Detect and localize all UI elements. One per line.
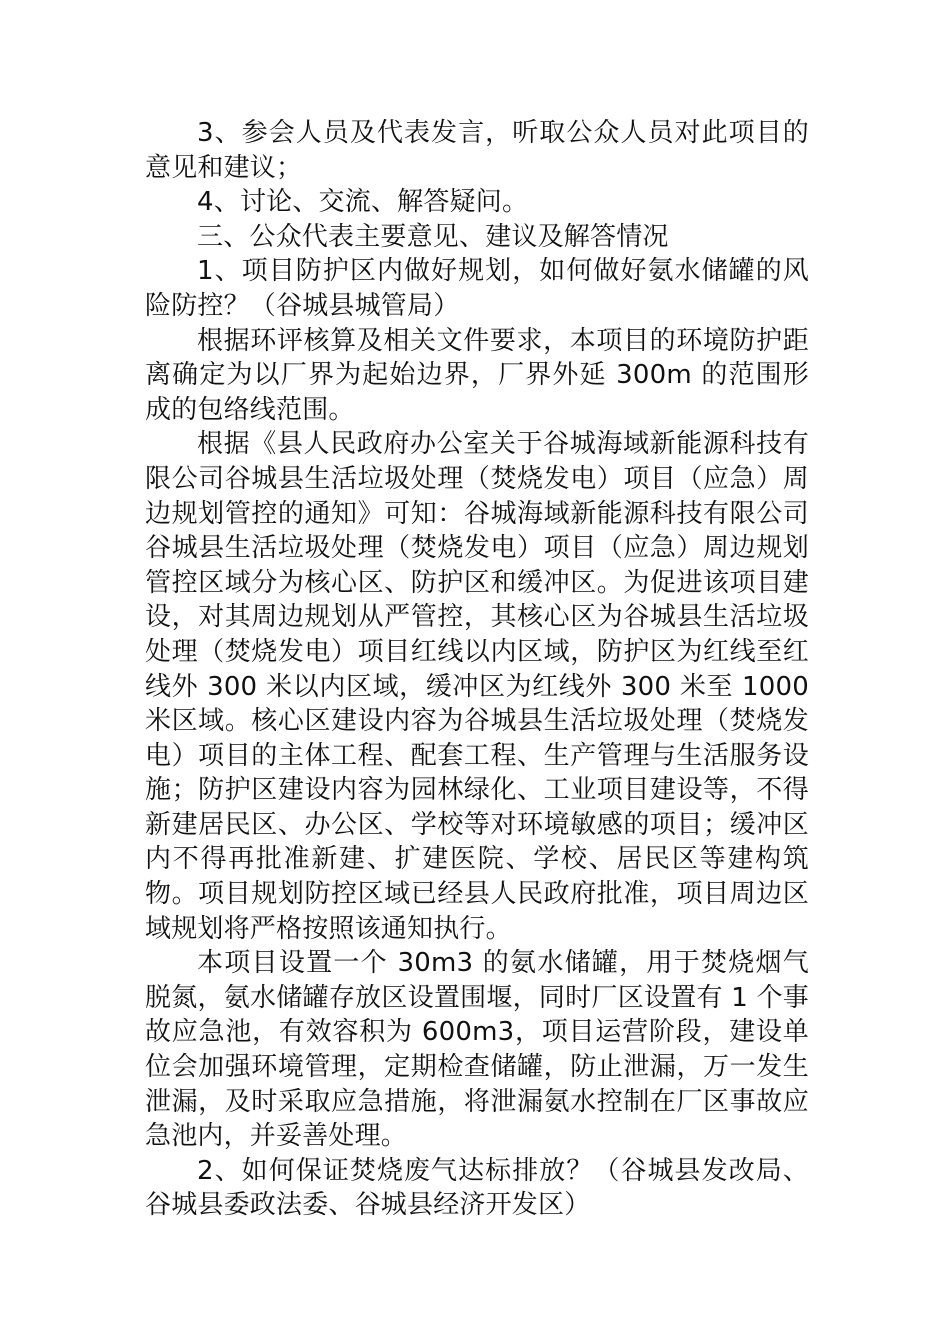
question-1: 1、项目防护区内做好规划，如何做好氨水储罐的风险防控？（谷城县城管局） bbox=[145, 256, 809, 321]
answer-planning-control: 根据《县人民政府办公室关于谷城海域新能源科技有限公司谷城县生活垃圾处理（焚烧发电）项目（应急）周边规划管控的通知》可知：谷城海域新能源科技有限公司谷城县生活垃圾处理（焚烧发电）项目（应急）周边规划管控区域分为核心区、防护区和缓冲区。为促进该项目建设，对其周边规划从严管控，其核心区为谷城县生活垃圾处理（焚烧发电）项目红线以内区域，防护区为红线至红线外 300 米以内区域，缓冲区为红线外 300 米至 1000 米区域。核心区建设内容为谷城县生活垃圾处理（焚烧发电）项目的主体工程、配套工程、生产管理与生活服务设施；防护区建设内容为园林绿化、工业项目建设等，不得新建居民区、办公区、学校等对环境敏感的项目；缓冲区内不得再批准新建、扩建医院、学校、居民区等建构筑物。项目规划防控区域已经县人民政府批准，项目周边区域规划将严格按照该通知执行。 bbox=[145, 429, 809, 944]
question-2: 2、如何保证焚烧废气达标排放？（谷城县发改局、谷城县委政法委、谷城县经济开发区） bbox=[145, 1155, 809, 1221]
answer-protection-distance: 根据环评核算及相关文件要求，本项目的环境防护距离确定为以厂界为起始边界，厂界外延 300m 的范围形成的包络线范围。 bbox=[145, 325, 809, 425]
paragraph-item-3: 3、参会人员及代表发言，听取公众人员对此项目的意见和建议； bbox=[145, 118, 809, 183]
answer-ammonia-tank: 本项目设置一个 30m3 的氨水储罐，用于焚烧烟气脱氮，氨水储罐存放区设置围堰，同时厂区设置有 1 个事故应急池，有效容积为 600m3，项目运营阶段，建设单位会加强环境管理，定期检查储罐，防止泄漏，万一发生泄漏，及时采取应急措施，将泄漏氨水控制在厂区事故应急池内，并妥善处理。 bbox=[145, 948, 809, 1152]
section-heading-public-opinions: 三、公众代表主要意见、建议及解答情况 bbox=[197, 221, 669, 252]
document-body bbox=[145, 116, 809, 1223]
paragraph-item-4: 4、讨论、交流、解答疑问。 bbox=[197, 187, 529, 218]
